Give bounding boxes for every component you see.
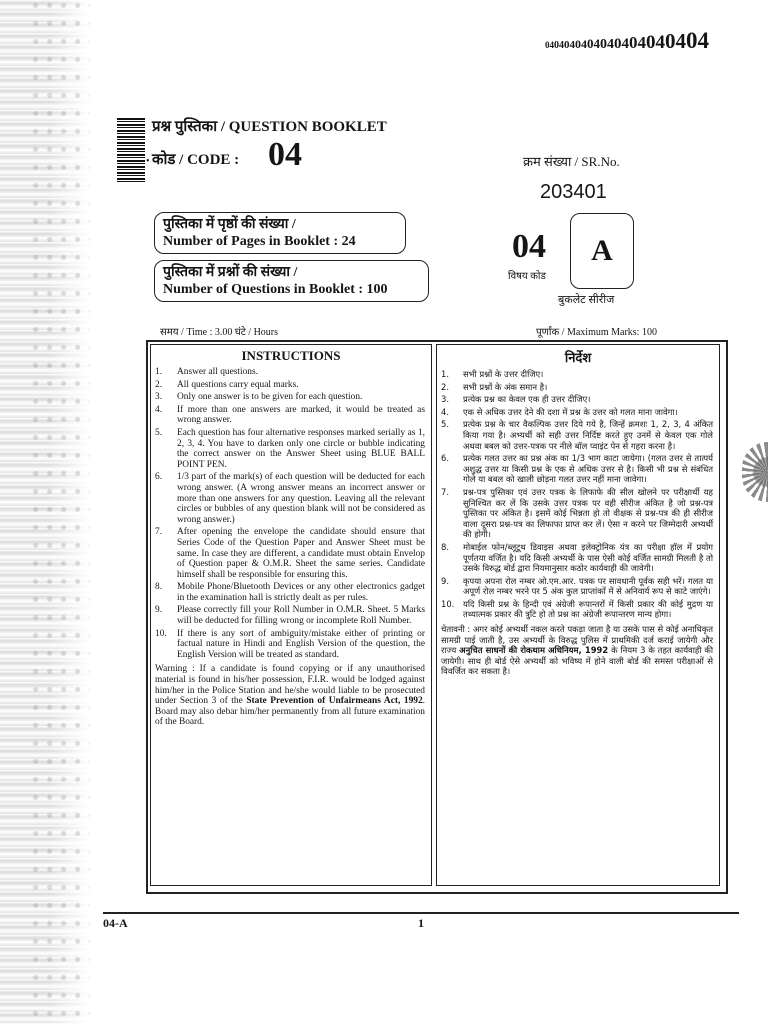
act-name-english: State Prevention of Unfairmeans Act, 1992 [246, 696, 423, 707]
instruction-item [441, 576, 713, 597]
footer-code: 04-A [103, 916, 128, 930]
instructions-hindi-list [437, 369, 719, 620]
top-serial-part: 04 [614, 36, 629, 52]
pages-label-hindi: पुस्तिका में पृष्ठों की संख्या / [163, 217, 296, 232]
instruction-number: 7. [155, 527, 163, 538]
instruction-item [155, 405, 425, 426]
instructions-hindi [436, 344, 720, 886]
instruction-item [155, 605, 425, 626]
serial-number-value: 203401 [540, 181, 607, 203]
instruction-text: If there is any sort of ambiguity/mistake either of printing or factual nature in Hindi and English Version of the question, the English Version will be treated as standard. [177, 628, 425, 660]
instruction-text: प्रत्येक प्रश्न का केवल एक ही उत्तर दीजिए। [463, 394, 591, 405]
instruction-text: Answer all questions. [177, 367, 258, 377]
warning-english: Warning : If a candidate is found copying or if any unauthorised material is found in his/her possession, F.I.R. would be lodged against him/her in the Police Station and he/she would liable to be prosecuted under Section 3 of the State Prevention of Unfairmeans Act, 1992. Board may also debar him/her permanently from all future examination of the Board. [155, 664, 425, 728]
instruction-text: प्रत्येक गलत उत्तर का प्रश्न अंक का 1/3 भाग काटा जायेगा। (गलत उत्तर से तात्पर्य अशुद्ध उत्तर या किसी प्रश्न के एक से अधिक उत्तर से है। किसी भी प्रश्न से संबंधित गोले या बबल को खाली छोड़ना गलत उत्तर नहीं माना जावेगा। [463, 453, 713, 485]
instruction-text: After opening the envelope the candidate should ensure that Series Code of the Question Paper and Answer Sheet must be same. In case they are different, a candidate must obtain Envelop of Question paper & O.M.R. Sheet the same series. Candidate himself shall be responsible for ensuring this. [177, 527, 425, 580]
top-serial-part: 04 [600, 37, 614, 52]
instruction-number: 3. [155, 392, 163, 403]
instruction-number: 8. [155, 582, 163, 593]
instruction-item [441, 394, 713, 405]
top-serial-part: 04 [686, 28, 709, 53]
instruction-text: Each question has four alternative responses marked serially as 1, 2, 3, 4. You have to darken only one circle or bubble indicating the correct answer on the Answer Sheet using BLUE BALL POINT PEN. [177, 427, 425, 470]
instruction-number: 1. [441, 369, 449, 379]
instruction-item [441, 407, 713, 418]
instruction-text: प्रत्येक प्रश्न के चार वैकल्पिक उत्तर दिये गये है, जिन्हें क्रमशः 1, 2, 3, 4 अंकित किया गया है। अभ्यर्थी को सही उत्तर निर्दिष्ट करते हुए उनमें से केवल एक गोले अथवा बबल को उत्तर-पत्रक पर नीले बॉल प्वाइंट पेन से गहरा करना है। [463, 419, 713, 451]
top-serial-part: 04 [545, 40, 554, 50]
instructions-heading-hindi: निर्देश [564, 351, 592, 366]
pages-label-english: Number of Pages in Booklet : 24 [163, 234, 356, 249]
instruction-text: प्रश्न-पत्र पुस्तिका एवं उत्तर पत्रक के लिफाफे की सील खोलने पर परीक्षार्थी यह सुनिश्चित कर लें कि उसके उत्तर पत्रक पर वही सीरीज अंकित है जो प्रश्न-पत्र पुस्तिका पर अंकित है। इसमें कोई भिन्नता हो तो वीक्षक से प्रश्न-पत्र की ही सीरीज वाला दूसरा प्रश्न-पत्र का लिफाफा प्राप्त कर लें। ऐसा न करने पर जिम्मेदारी अभ्यर्थी की होगी। [463, 486, 713, 540]
instruction-number: 10. [155, 628, 167, 639]
instruction-text: 1/3 part of the mark(s) of each question will be deducted for each wrong answer. (A wrong answer means an incorrect answer or more than one answers for any question. Leaving all the relevant circles or bubbles of any question blank will not be considered as wrong answer.) [177, 472, 425, 525]
code-label: कोड / CODE : [152, 152, 240, 168]
pages-count-box [154, 212, 406, 254]
footer-divider [103, 912, 739, 914]
instruction-item [155, 367, 425, 378]
instruction-text: Only one answer is to be given for each question. [177, 392, 363, 403]
instructions-english [150, 344, 432, 886]
instruction-number: 2. [441, 381, 449, 392]
instruction-item [155, 392, 425, 403]
instruction-item [155, 472, 425, 525]
instruction-text: All questions carry equal marks. [177, 379, 299, 390]
top-serial-part: 04 [575, 37, 587, 51]
top-serial-part: 04 [554, 40, 564, 51]
top-serial-part: 04 [587, 36, 600, 51]
top-serial-part: 04 [564, 39, 575, 51]
instruction-text: सभी प्रश्नों के उत्तर दीजिए। [463, 369, 544, 379]
instruction-item [441, 453, 713, 485]
punch-mark [742, 442, 768, 502]
booklet-series-box [570, 213, 634, 289]
exam-time: समय / Time : 3.00 घंटे / Hours [160, 327, 279, 338]
act-name-hindi: अनुचित साधनों की रोकथाम अधिनियम, 1992 [459, 645, 609, 656]
instruction-number: 5. [155, 427, 163, 438]
top-serial-part: 04 [646, 32, 665, 53]
instruction-item [155, 380, 425, 391]
booklet-series-value: A [591, 234, 613, 267]
instruction-number: 6. [441, 453, 449, 464]
subject-code: 04 [512, 228, 546, 265]
instruction-number: 6. [155, 472, 163, 483]
code-value: 04 [268, 136, 302, 173]
instruction-item [441, 599, 713, 620]
booklet-title: प्रश्न पुस्तिका / QUESTION BOOKLET [152, 119, 387, 135]
booklet-series-label: बुकलेट सीरीज [558, 294, 615, 306]
barcode [117, 118, 145, 182]
instruction-number: 10. [441, 598, 455, 609]
maximum-marks: पूर्णांक / Maximum Marks: 100 [536, 327, 657, 338]
instruction-item [441, 487, 713, 540]
questions-label-hindi: पुस्तिका में प्रश्नों की संख्या / [163, 265, 298, 280]
instruction-item [155, 629, 425, 661]
scanned-page-edge-texture [30, 0, 90, 1024]
instructions-heading: INSTRUCTIONS [241, 348, 341, 363]
instruction-item [441, 542, 713, 574]
instruction-number: 4. [441, 406, 449, 417]
instruction-item [155, 527, 425, 580]
top-serial-part: 04 [665, 29, 686, 53]
page-number: 1 [418, 916, 424, 930]
subject-code-label: विषय कोड [508, 271, 546, 282]
instruction-item [155, 428, 425, 470]
instruction-item [441, 369, 713, 380]
top-serial-part: 04 [629, 33, 646, 52]
instruction-text: यदि किसी प्रश्न के हिन्दी एवं अंग्रेजी रूपान्तरों में किसी प्रकार की कोई मुद्रण या तथ्यात्मक प्रकार की त्रुटि हो तो प्रश्न का अंग्रेजी रूपान्तरण मान्य होगा। [463, 598, 713, 620]
instruction-item [441, 419, 713, 451]
warning-hindi: चेतावनी : अगर कोई अभ्यर्थी नकल करते पकड़ा जाता है या उसके पास से कोई अनाधिकृत सामग्री पाई जाती है, उस अभ्यर्थी के विरुद्ध पुलिस में प्राथमिकी दर्ज कराई जायेगी और राज्य अनुचित साधनों की रोकथाम अधिनियम, 1992 के नियम 3 के तहत कार्यवाही की जायेगी। साथ ही बोर्ड ऐसे अभ्यर्थी को भविष्य में होने वाली बोर्ड की समस्त परीक्षाओं से विवर्जित कर सकता है। [441, 624, 714, 677]
instruction-text: एक से अधिक उत्तर देने की दशा में प्रश्न के उत्तर को गलत माना जावेगा। [463, 406, 678, 417]
instruction-text: मोबाईल फोन/ब्लूटूथ डिवाइस अथवा इलेक्ट्रोनिक यंत्र का परीक्षा हॉल में प्रयोग पूर्णतया वर्जित है। यदि किसी अभ्यर्थी के पास ऐसी कोई वर्जित सामग्री मिलती है तो उसके विरुद्ध बोर्ड द्वारा नियमानुसार कठोर कार्यवाही की जावेगी। [463, 541, 713, 574]
top-serial-code [545, 28, 709, 54]
instruction-number: 8. [441, 541, 449, 552]
instruction-number: 2. [155, 379, 163, 390]
instruction-number: 1. [155, 367, 163, 377]
instruction-text: कृपया अपना रोल नम्बर ओ.एम.आर. पत्रक पर सावधानी पूर्वक सही भरें। गलत या अपूर्ण रोल नम्बर भरने पर 5 अंक कुल प्राप्तांकों में से अनिवार्य रूप से काटे जाएंगे। [463, 575, 713, 597]
serial-number-label: क्रम संख्या / SR.No. [523, 154, 620, 169]
instruction-number: 9. [155, 605, 163, 616]
questions-label-english: Number of Questions in Booklet : 100 [163, 282, 388, 297]
instruction-item [155, 582, 425, 603]
barcode-dot: • [146, 156, 150, 167]
instruction-number: 3. [441, 394, 449, 405]
questions-count-box [154, 260, 429, 302]
instruction-number: 5. [441, 419, 449, 430]
instruction-text: Mobile Phone/Bluetooth Devices or any other electronics gadget in the examination hall is strictly dealt as per rules. [177, 582, 425, 603]
instruction-text: Please correctly fill your Roll Number in O.M.R. Sheet. 5 Marks will be deducted for filling wrong or incomplete Roll Number. [177, 605, 425, 627]
instruction-item [441, 382, 713, 393]
instructions-english-list [151, 367, 431, 660]
instruction-text: If more than one answers are marked, it would be treated as wrong answer. [177, 404, 425, 426]
instruction-number: 9. [441, 575, 449, 586]
instruction-number: 7. [441, 486, 449, 497]
instruction-number: 4. [155, 404, 163, 415]
instruction-text: सभी प्रश्नों के अंक समान है। [463, 381, 548, 392]
